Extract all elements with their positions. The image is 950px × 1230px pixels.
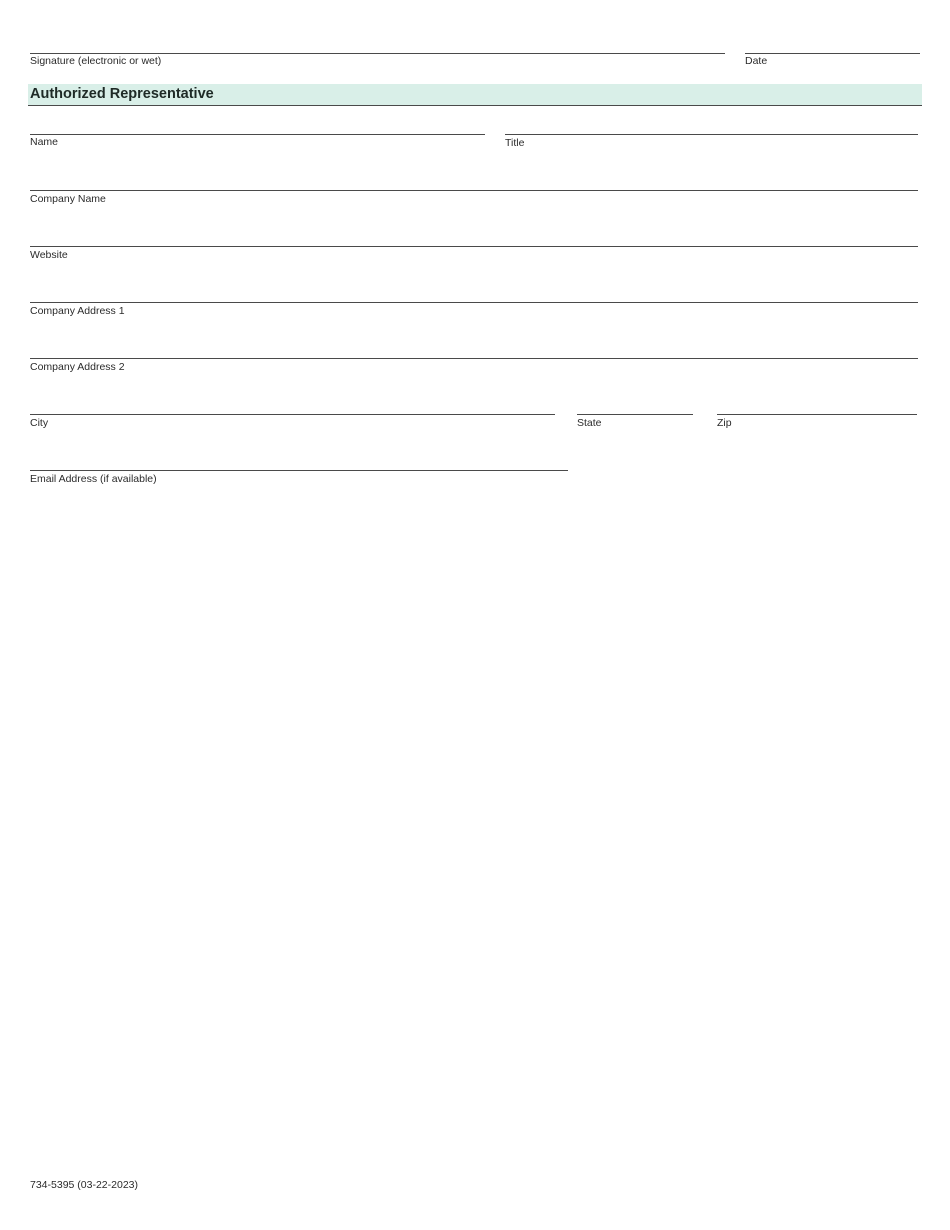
email-line[interactable]: [30, 470, 568, 471]
section-title: Authorized Representative: [30, 86, 214, 102]
signature-label: Signature (electronic or wet): [30, 55, 162, 67]
date-label: Date: [745, 55, 768, 67]
website-line[interactable]: [30, 246, 918, 247]
title-label: Title: [505, 137, 525, 149]
company-name-line[interactable]: [30, 190, 918, 191]
company-address-1-line[interactable]: [30, 302, 918, 303]
title-line[interactable]: [505, 134, 918, 135]
authorized-representative-header: [28, 84, 922, 106]
email-label: Email Address (if available): [30, 473, 157, 485]
zip-label: Zip: [717, 417, 732, 429]
name-line[interactable]: [30, 134, 485, 135]
form-id: 734-5395 (03-22-2023): [30, 1179, 138, 1191]
company-address-1-label: Company Address 1: [30, 305, 125, 317]
date-line[interactable]: [745, 53, 920, 54]
state-label: State: [577, 417, 602, 429]
city-line[interactable]: [30, 414, 555, 415]
state-line[interactable]: [577, 414, 693, 415]
company-name-label: Company Name: [30, 193, 106, 205]
company-address-2-label: Company Address 2: [30, 361, 125, 373]
name-label: Name: [30, 136, 59, 148]
website-label: Website: [30, 249, 68, 261]
signature-line[interactable]: [30, 53, 725, 54]
company-address-2-line[interactable]: [30, 358, 918, 359]
city-label: City: [30, 417, 49, 429]
zip-line[interactable]: [717, 414, 917, 415]
